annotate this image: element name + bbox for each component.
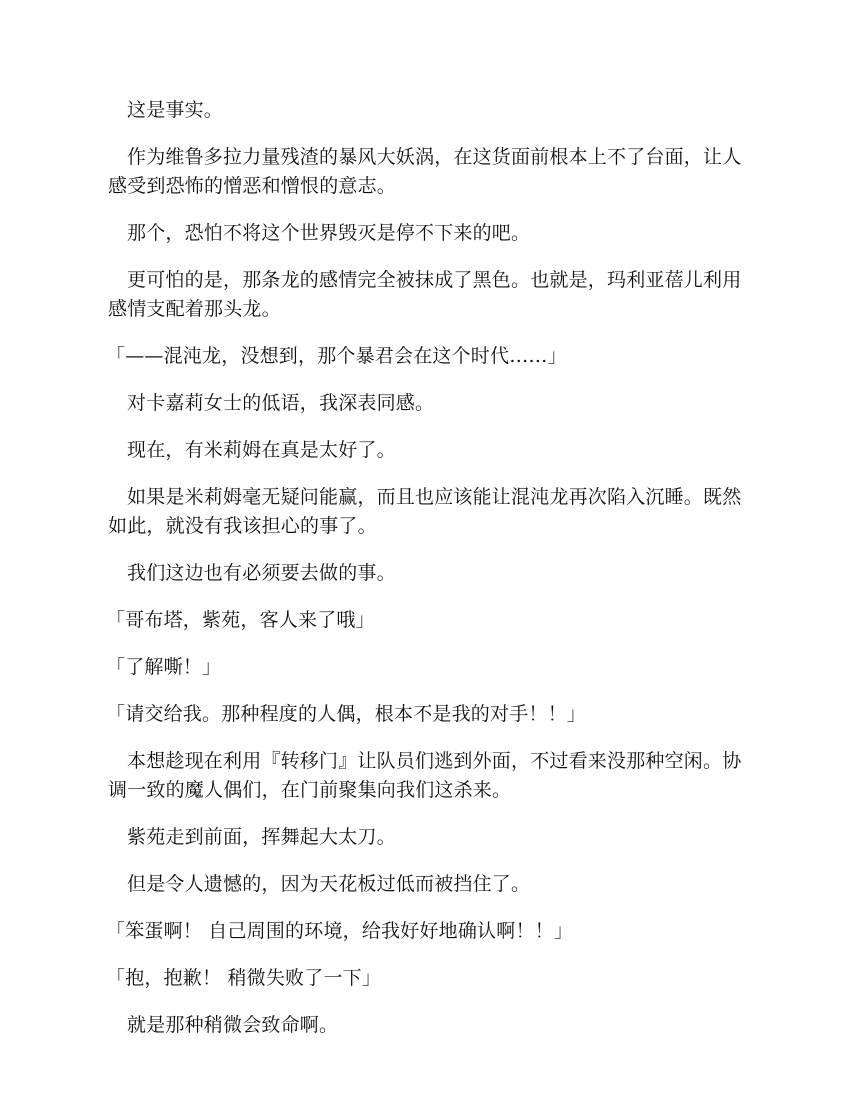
paragraph: 本想趁现在利用『转移门』让队员们逃到外面，不过看来没那种空闲。协调一致的魔人偶们，在门前聚集向我们这杀来。 <box>108 750 742 801</box>
paragraph: 如果是米莉姆毫无疑问能赢，而且也应该能让混沌龙再次陷入沉睡。既然如此，就没有我该担心的事了。 <box>108 486 742 537</box>
paragraph: 紫苑走到前面，挥舞起大太刀。 <box>127 826 396 848</box>
dialogue-line: 「抱，抱歉！ 稍微失败了一下」 <box>106 967 382 989</box>
paragraph: 这是事实。 <box>127 99 224 121</box>
dialogue-line: 「请交给我。那种程度的人偶，根本不是我的对手！！」 <box>106 703 587 725</box>
document-page <box>108 96 758 1058</box>
paragraph: 更可怕的是，那条龙的感情完全被抹成了黑色。也就是，玛利亚蓓儿利用感情支配着那头龙。 <box>108 269 742 320</box>
paragraph: 我们这边也有必须要去做的事。 <box>127 562 396 584</box>
paragraph: 但是令人遗憾的，因为天花板过低而被挡住了。 <box>127 873 531 895</box>
paragraph: 就是那种稍微会致命啊。 <box>127 1014 339 1036</box>
paragraph: 作为维鲁多拉力量残渣的暴风大妖涡，在这货面前根本上不了台面，让人感受到恐怖的憎恶和憎恨的意志。 <box>108 146 742 197</box>
dialogue-line: 「——混沌龙，没想到，那个暴君会在这个时代……」 <box>106 345 567 367</box>
paragraph: 对卡嘉莉女士的低语，我深表同感。 <box>127 392 435 414</box>
paragraph: 那个，恐怕不将这个世界毁灭是停不下来的吧。 <box>127 222 531 244</box>
dialogue-line: 「了解嘶！」 <box>106 656 222 678</box>
dialogue-line: 「笨蛋啊！ 自己周围的环境，给我好好地确认啊！！」 <box>106 920 574 942</box>
dialogue-line: 「哥布塔，紫苑，客人来了哦」 <box>106 609 375 631</box>
paragraph: 现在，有米莉姆在真是太好了。 <box>127 439 396 461</box>
